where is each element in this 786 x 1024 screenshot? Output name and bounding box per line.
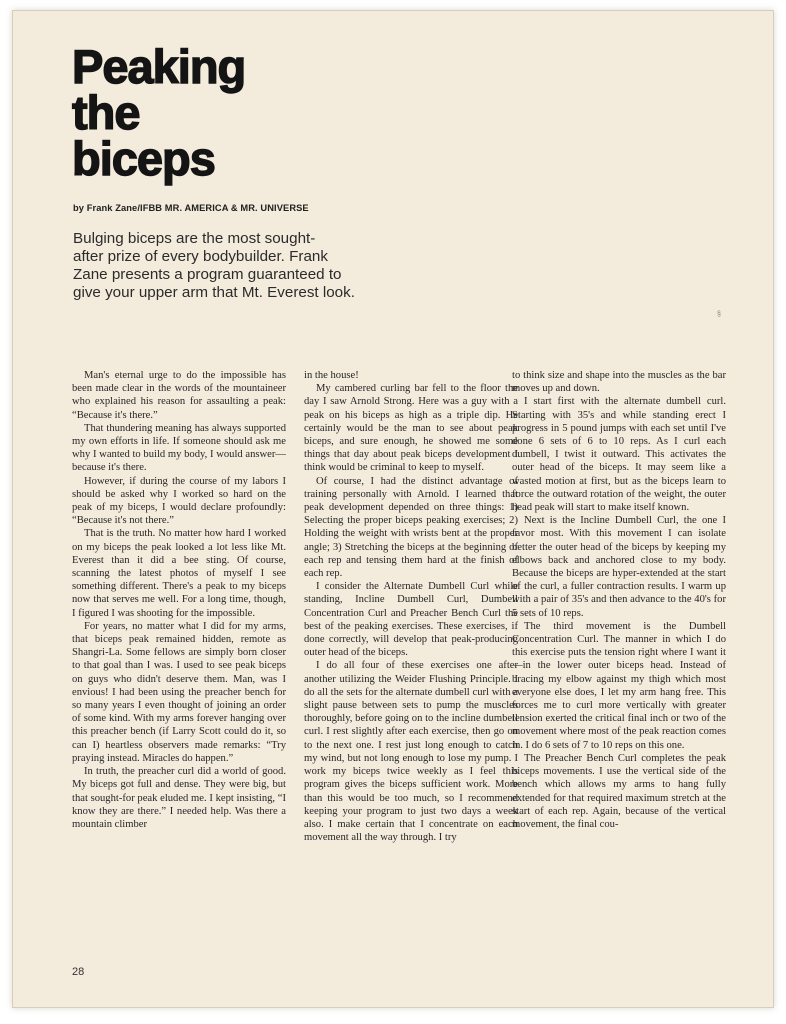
paragraph: The third movement is the Dumbell Concentration Curl. The manner in which I do this exercise puts the tension right where I want it—in the lower outer biceps head. Instead of bracing my elbow against my thigh which most everyone else does, I let my arm hang free. This forces me to curl more vertically with greater tension exerted the critical final inch or two of the movement where most of the peak reaction comes in. I do 6 sets of 7 to 10 reps on this one. <box>512 620 726 751</box>
headline-line: the <box>72 86 140 139</box>
deck-line: Bulging biceps are the most sought- <box>73 230 316 247</box>
paragraph: Next is the Incline Dumbell Curl, the one I favor most. With this movement I can isolate better the outer head of the biceps by keeping my elbows back and anchored close to my body. Because the biceps are hyper-extended at the start of the curl, a fuller contraction results. I warm up with a pair of 35's and then advance to the 40's for 5 sets of 10 reps. <box>512 515 726 619</box>
paragraph: I start first with the alternate dumbell curl. Starting with 35's and while standing erect I progress in 5 pound jumps with each set until I've done 6 sets of 6 to 10 reps. As I curl each dumbell, I twist it outward. This activates the outer head of the biceps. It may seem like a wasted motion at first, but as the biceps learn to force the outward rotation of the weight, the outer head peak will start to make itself known. <box>512 396 726 514</box>
text-column-2 <box>304 369 518 844</box>
text-column-1 <box>72 369 286 831</box>
paragraph: However, if during the course of my labors I should be asked why I worked so hard on the peak of my biceps, I would declare profoundly: “Because it's not there.” <box>72 475 286 527</box>
deck-line: Zane presents a program guaranteed to <box>73 266 342 283</box>
headline-line: biceps <box>72 132 215 185</box>
headline-line: Peaking <box>72 40 246 93</box>
paragraph: My cambered curling bar fell to the floor the day I saw Arnold Strong. Here was a guy with a peak on his biceps as high as a triple dip. He certainly would be the man to see about peak biceps, and sure enough, he showed me some things that day about peak biceps development I think would be criminal to keep to myself. <box>304 383 518 474</box>
page-number: 28 <box>72 966 85 978</box>
paragraph: Man's eternal urge to do the impossible has been made clear in the words of the mountaineer who explained his reason for assaulting a peak: “Because it's there.” <box>72 370 286 421</box>
paragraph: In truth, the preacher curl did a world of good. My biceps got full and dense. They were big, but that sought-for peak eluded me. I kept insisting, “I know they are there.” I needed help. Was there a mountain climber <box>72 766 286 830</box>
deck-line: give your upper arm that Mt. Everest look. <box>73 284 355 301</box>
deck-line: after prize of every bodybuilder. Frank <box>73 248 328 265</box>
paragraph: Of course, I had the distinct advantage of training personally with Arnold. I learned that peak development depended on three things: 1) Selecting the proper biceps peaking exercises; 2) Holding the weight with wrists bent at the proper angle; 3) Stretching the biceps at the beginning of each rep and tensing them hard at the finish of each rep. <box>304 475 518 580</box>
paragraph: The Preacher Bench Curl completes the peak biceps movements. I use the vertical side of the bench which allows my arms to hang fully extended for that required maximum stretch at the start of each rep. Again, because of the vertical movement, the final cou- <box>512 752 726 830</box>
paragraph: For years, no matter what I did for my arms, that biceps peak remained hidden, remote as Shangri-La. Some fellows are simply born closer to that goal than I was. I used to see peak biceps on guys who didn't deserve them. Man, was I envious! I had been using the preacher bench for so many years I even thought of joining an order of some kind. With my arms forever hanging over this preacher bench (if Larry Scott could do it, so can I) heartless observers made remarks: “Try praying instead. Miracles do happen.” <box>72 620 286 764</box>
paragraph: to think size and shape into the muscles as the bar moves up and down. <box>512 370 726 395</box>
byline: by Frank Zane/IFBB MR. AMERICA & MR. UNIVERSE <box>73 203 309 213</box>
margin-mark: § <box>717 311 721 318</box>
paragraph: in the house! <box>304 370 359 381</box>
article-headline <box>72 40 246 185</box>
paragraph: I consider the Alternate Dumbell Curl while standing, Incline Dumbell Curl, Dumbell Concentration Curl and Preacher Bench Curl the best of the peaking exercises. These exercises, if done correctly, will develop that peak-producing outer head of the biceps. <box>304 581 518 659</box>
text-column-3 <box>512 369 726 831</box>
article-deck <box>73 230 383 302</box>
paragraph: I do all four of these exercises one after another utilizing the Weider Flushing Principle. I do all the sets for the alternate dumbell curl with a slight pause between sets to pump the muscles thoroughly, before going on to the incline dumbell curl. I rest slightly after each exercise, then go on to the next one. I rest just long enough to catch my wind, but not long enough to lose my pump. I work my biceps twice weekly as I feel this program gives the biceps sufficient work. More than this would be too much, so I recommend keeping your program to just two days a week also. I make certain that I concentrate on each movement all the way through. I try <box>304 660 518 844</box>
paragraph: That is the truth. No matter how hard I worked on my biceps the peak looked a lot less like Mt. Everest than it did a bee sting. Of course, scanning the latest photos of myself I see something different. There's a peak to my biceps now that serves me well. For a long time, though, I figured I was shooting for the impossible. <box>72 528 286 619</box>
paragraph: That thundering meaning has always supported my own efforts in life. If someone should ask me why I wanted to build my body, I would answer—because it's there. <box>72 422 286 474</box>
